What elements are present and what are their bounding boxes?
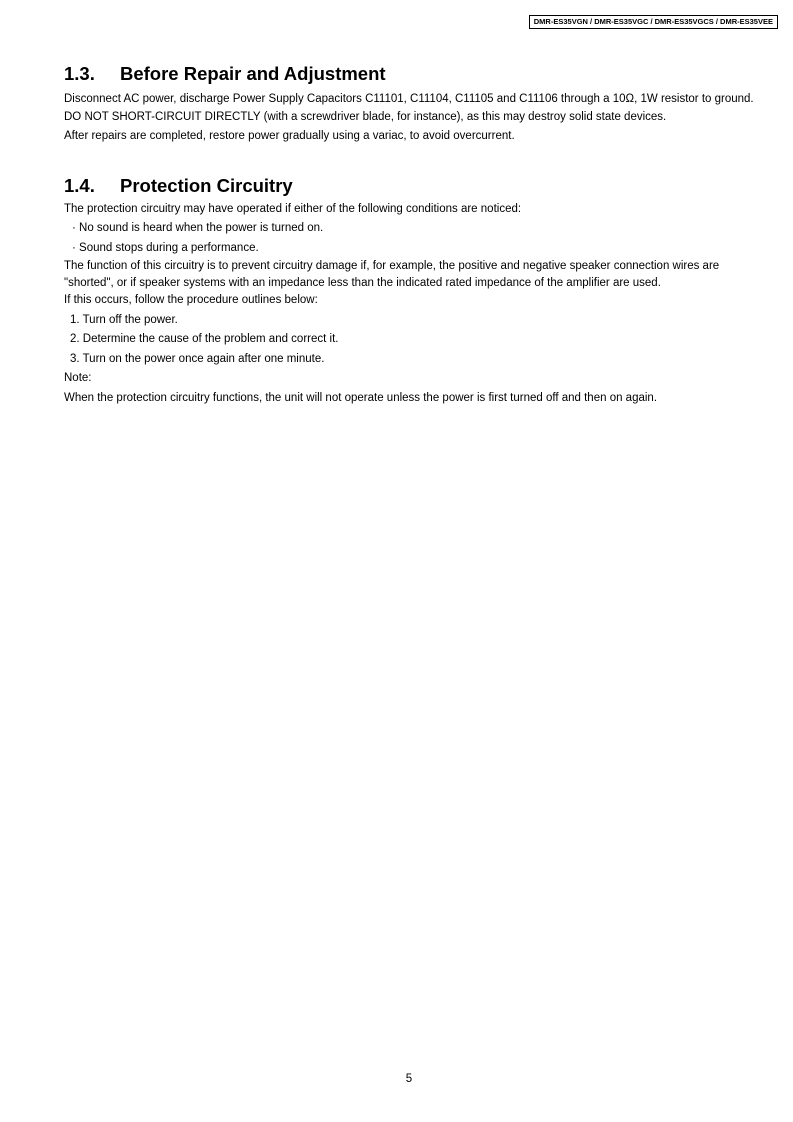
procedure-step: 2. Determine the cause of the problem and correct it. (70, 333, 339, 345)
paragraph-no-short: DO NOT SHORT-CIRCUIT DIRECTLY (with a screwdriver blade, for instance), as this may destroy solid state devices. (64, 110, 667, 123)
section-before-repair (64, 62, 764, 147)
procedure-step: 1. Turn off the power. (70, 313, 178, 326)
paragraph-procedure-intro: If this occurs, follow the procedure outlines below: (64, 294, 318, 306)
procedure-step: 3. Turn on the power once again after one minute. (70, 352, 325, 365)
page-number: 5 (405, 1073, 413, 1085)
section-number: 1.3. (64, 63, 95, 84)
section-number: 1.4. (64, 174, 95, 196)
paragraph-function: The function of this circuitry is to prevent circuitry damage if, for example, the positive and negative speaker connection wires are "shorted", or if speaker systems with an impedance less than the indicated rated impedance of the amplifier are used. (64, 260, 720, 289)
page-content (64, 62, 764, 408)
paragraph-intro: The protection circuitry may have operated if either of the following conditions are noticed: (64, 202, 522, 215)
section-title (64, 62, 764, 86)
paragraph-discharge: Disconnect AC power, discharge Power Supply Capacitors C11101, C11104, C11105 and C11106 through a 10Ω, 1W resistor to ground. (64, 93, 754, 105)
note-label: Note: (64, 372, 92, 384)
section-protection-circuitry (64, 174, 764, 409)
paragraph-restore-power: After repairs are completed, restore power gradually using a variac, to avoid overcurrent. (64, 130, 515, 142)
list-item: · Sound stops during a performance. (72, 241, 259, 254)
section-heading: Before Repair and Adjustment (120, 63, 386, 84)
section-title (64, 174, 764, 198)
note-text: When the protection circuitry functions, the unit will not operate unless the power is first turned off and then on again. (64, 391, 658, 404)
model-header: DMR-ES35VGN / DMR-ES35VGC / DMR-ES35VGCS / DMR-ES35VEE (529, 15, 778, 29)
list-item: · No sound is heard when the power is turned on. (72, 222, 324, 234)
section-heading: Protection Circuitry (120, 174, 293, 196)
